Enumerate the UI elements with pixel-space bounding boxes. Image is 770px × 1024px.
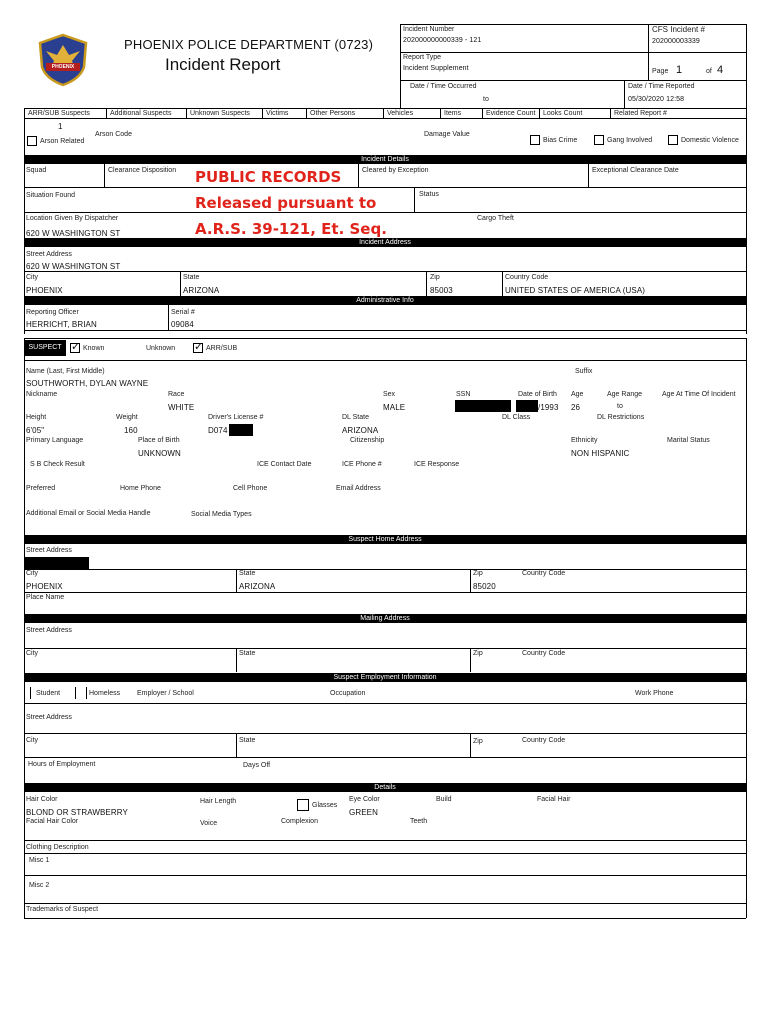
suspect-tag-text: SUSPECT [28,344,62,351]
clearance-disposition-label: Clearance Disposition [108,167,177,174]
place-name-label: Place Name [26,594,65,601]
weight-value: 160 [124,426,138,435]
weight-label: Weight [116,414,138,421]
home-city-label: City [26,570,39,577]
cfs-label: CFS Incident # [652,25,705,34]
dl-state-value: ARIZONA [342,426,379,435]
summary-col-0: ARR/SUB Suspects [28,110,90,117]
age-at-time-label: Age At Time Of Incident [662,391,736,398]
social-media-types-label: Social Media Types [191,511,252,518]
race-label: Race [168,391,185,398]
mailing-state-label: State [239,650,256,657]
work-phone-label: Work Phone [635,690,674,697]
summary-col-4: Other Persons [310,110,356,117]
suspect-tag [24,340,66,356]
dob-value: /1993 [538,403,559,412]
summary-col-5: Vehicles [387,110,414,117]
suspect-home-address-bar: Suspect Home Address [24,535,746,544]
serial-value: 09084 [171,320,194,329]
location-dispatcher-label: Location Given By Dispatcher [26,215,119,222]
reporting-officer-value: HERRICHT, BRIAN [26,320,97,329]
height-value: 6'05" [26,426,45,435]
country-code-label: Country Code [505,274,549,281]
age-range-to: to [617,403,623,410]
dl-restrictions-label: DL Restrictions [597,414,645,421]
nickname-label: Nickname [26,391,58,398]
redacted-ssn [455,400,511,412]
summary-col-6: Items [444,110,462,117]
home-zip-value: 85020 [473,582,496,591]
home-state-value: ARIZONA [239,582,276,591]
glasses-checkbox[interactable] [297,799,309,811]
age-range-label: Age Range [607,391,643,398]
hair-color-value: BLOND OR STRAWBERRY [26,808,128,817]
summary-col-8: Looks Count [543,110,583,117]
summary-col-2: Unknown Suspects [190,110,250,117]
hair-color-label: Hair Color [26,796,58,803]
public-records-stamp-line1: PUBLIC RECORDS [195,168,342,186]
date-reported-value: 05/30/2020 12:58 [628,96,685,103]
cell-phone-label: Cell Phone [233,485,268,492]
details-bar: Details [24,783,746,792]
redacted-license [229,424,253,436]
ice-contact-date-label: ICE Contact Date [257,461,312,468]
public-records-stamp-line3: A.R.S. 39-121, Et. Seq. [195,220,387,238]
gang-involved-checkbox[interactable] [594,135,604,145]
summary-col-divider [306,108,307,118]
location-dispatcher-value: 620 W WASHINGTON ST [26,229,121,238]
drivers-license-value: D074 [208,426,228,435]
teeth-label: Teeth [410,818,428,825]
dob-label: Date of Birth [518,391,557,398]
bias-crime-checkbox[interactable] [530,135,540,145]
drivers-license-label: Driver's License # [208,414,264,421]
sex-value: MALE [383,403,406,412]
department-logo [36,33,90,87]
mailing-country-label: Country Code [522,650,566,657]
eye-color-label: Eye Color [349,796,380,803]
cargo-theft-label: Cargo Theft [477,215,514,222]
ethnicity-label: Ethnicity [571,437,598,444]
employment-country-label: Country Code [522,737,566,744]
situation-found-label: Situation Found [26,192,76,199]
cleared-by-exception-label: Cleared by Exception [362,167,429,174]
place-of-birth-value: UNKNOWN [138,449,181,458]
state-label: State [183,274,200,281]
squad-label: Squad [26,167,47,174]
cfs-value: 202000003339 [652,38,700,45]
sex-label: Sex [383,391,396,398]
summary-col-divider [262,108,263,118]
citizenship-label: Citizenship [350,437,385,444]
date-occurred-to: to [483,96,489,103]
known-label: Known [83,345,105,352]
ice-response-label: ICE Response [414,461,460,468]
zip-value: 85003 [430,286,453,295]
clothing-description-label: Clothing Description [26,844,89,851]
arson-related-label: Arson Related [40,138,85,145]
mailing-address-bar: Mailing Address [24,614,746,623]
name-value: SOUTHWORTH, DYLAN WAYNE [26,379,149,388]
home-street-label: Street Address [26,547,72,554]
report-type-value: Incident Supplement [403,65,469,72]
homeless-label: Homeless [89,690,121,697]
state-value: ARIZONA [183,286,220,295]
ssn-label: SSN [456,391,471,398]
arrsub-label: ARR/SUB [206,345,238,352]
build-label: Build [436,796,452,803]
incident-number-label: Incident Number [403,26,455,33]
status-label: Status [419,191,439,198]
arr-sub-count: 1 [58,122,63,131]
home-phone-label: Home Phone [120,485,161,492]
facial-hair-label: Facial Hair [537,796,571,803]
street-address-label: Street Address [26,251,72,258]
serial-label: Serial # [171,309,195,316]
page-number: 1 [676,64,683,76]
logo-text: PHOENIX [51,64,75,70]
name-label: Name (Last, First Middle) [26,368,105,375]
age-value: 26 [571,403,581,412]
page-label: Page [652,68,669,75]
additional-email-label: Additional Email or Social Media Handle [26,510,151,517]
marital-status-label: Marital Status [667,437,710,444]
employment-street-label: Street Address [26,714,72,721]
facial-hair-color-label: Facial Hair Color [26,818,79,825]
employment-info-bar: Suspect Employment Information [24,673,746,682]
glasses-label: Glasses [312,802,338,809]
employment-city-label: City [26,737,39,744]
email-address-label: Email Address [336,485,381,492]
age-label: Age [571,391,584,398]
bias-crime-label: Bias Crime [543,137,578,144]
summary-col-divider [440,108,441,118]
gang-involved-label: Gang Involved [607,137,653,144]
phoenix-badge-icon [36,33,90,87]
damage-value-label: Damage Value [424,131,470,138]
height-label: Height [26,414,47,421]
department-name: PHOENIX POLICE DEPARTMENT (0723) [124,37,374,52]
arson-code-label: Arson Code [95,131,132,138]
place-of-birth-label: Place of Birth [138,437,180,444]
summary-col-9: Related Report # [614,110,667,117]
domestic-violence-label: Domestic Violence [681,137,739,144]
ice-phone-label: ICE Phone # [342,461,382,468]
hours-of-employment-label: Hours of Employment [28,761,96,768]
employer-label: Employer / School [137,690,194,697]
home-zip-label: Zip [473,570,483,577]
hair-length-label: Hair Length [200,798,237,805]
of-label: of [706,68,712,75]
country-code-value: UNITED STATES OF AMERICA (USA) [505,286,646,295]
public-records-stamp-line2: Released pursuant to [195,194,377,212]
summary-col-divider [383,108,384,118]
checkmark-icon: ✓ [71,340,81,353]
voice-label: Voice [200,820,218,827]
unknown-label: Unknown [146,345,176,352]
suffix-label: Suffix [575,368,593,375]
page-title: Incident Report [165,55,281,74]
mailing-street-label: Street Address [26,627,72,634]
zip-label: Zip [430,274,440,281]
ethnicity-value: NON HISPANIC [571,449,630,458]
home-state-label: State [239,570,256,577]
redacted-home-street [25,557,89,569]
dl-class-label: DL Class [502,414,531,421]
incident-details-bar: Incident Details [24,155,746,164]
mailing-zip-label: Zip [473,650,483,657]
summary-col-1: Additional Suspects [110,110,172,117]
complexion-label: Complexion [281,818,318,825]
summary-col-divider [186,108,187,118]
report-type-label: Report Type [403,54,442,61]
administrative-info-bar: Administrative Info [24,296,746,305]
arson-related-checkbox[interactable] [27,136,37,146]
redacted-dob [516,400,538,412]
trademarks-label: Trademarks of Suspect [26,906,99,913]
summary-col-divider [106,108,107,118]
home-city-value: PHOENIX [26,582,63,591]
checkmark-icon: ✓ [194,340,204,353]
incident-address-bar: Incident Address [24,238,746,247]
exceptional-clearance-label: Exceptional Clearance Date [592,167,679,174]
misc2-label: Misc 2 [29,882,50,889]
summary-col-divider [482,108,483,118]
city-label: City [26,274,39,281]
race-value: WHITE [168,403,195,412]
student-label: Student [36,690,61,697]
preferred-label: Preferred [26,485,56,492]
summary-col-3: Victims [266,110,289,117]
employment-state-label: State [239,737,256,744]
misc1-label: Misc 1 [29,857,50,864]
reporting-officer-label: Reporting Officer [26,309,79,316]
occupation-label: Occupation [330,690,366,697]
summary-col-7: Evidence Count [486,110,536,117]
eye-color-value: GREEN [349,808,378,817]
mailing-city-label: City [26,650,39,657]
sb-check-label: S B Check Result [30,461,85,468]
home-country-label: Country Code [522,570,566,577]
primary-language-label: Primary Language [26,437,84,444]
domestic-violence-checkbox[interactable] [668,135,678,145]
date-reported-label: Date / Time Reported [628,83,695,90]
summary-col-divider [610,108,611,118]
city-value: PHOENIX [26,286,63,295]
employment-zip-label: Zip [473,738,483,745]
page-total: 4 [717,64,724,76]
date-occurred-label: Date / Time Occurred [410,83,477,90]
days-off-label: Days Off [243,762,271,769]
incident-number-value: 202000000000339 - 121 [403,37,482,44]
dl-state-label: DL State [342,414,369,421]
summary-col-divider [539,108,540,118]
street-address-value: 620 W WASHINGTON ST [26,262,121,271]
